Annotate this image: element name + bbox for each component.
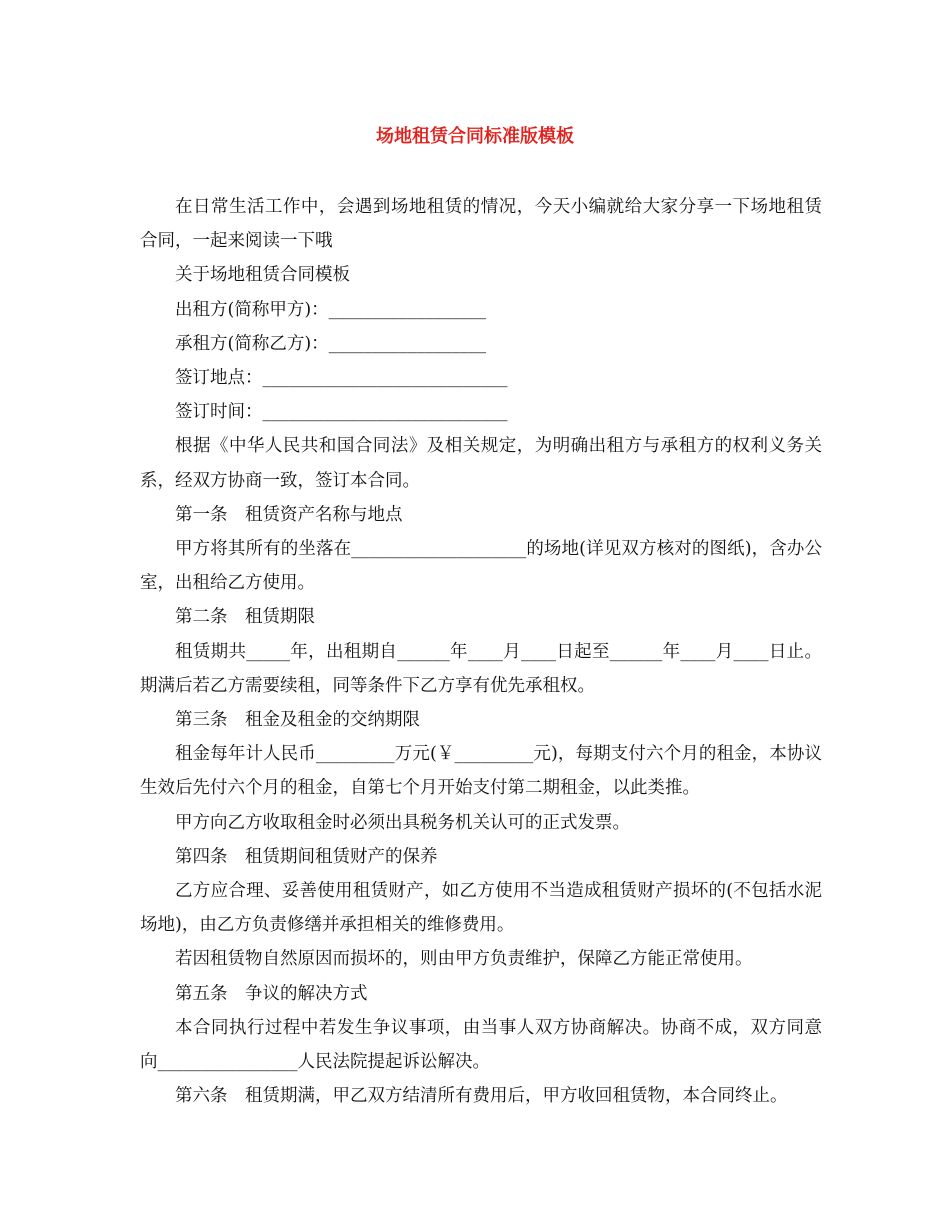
article-2-text: 租赁期共_____年，出租期自______年____月____日起至______年____月____日止。期满后若乙方需要续租，同等条件下乙方享有优先承租权。	[140, 641, 822, 696]
intro-paragraph: 在日常生活工作中，会遇到场地租赁的情况，今天小编就给大家分享一下场地租赁合同，一起来阅读一下哦	[140, 197, 822, 252]
document-title: 场地租赁合同标准版模板	[376, 126, 574, 147]
article-3-invoice-text: 甲方向乙方收取租金时必须出具税务机关认可的正式发票。	[175, 812, 630, 833]
section-heading: 关于场地租赁合同模板	[175, 265, 350, 286]
article-5-text: 本合同执行过程中若发生争议事项，由当事人双方协商解决。协商不成，双方同意向________________人民法院提起诉讼解决。	[140, 1017, 822, 1073]
document-body	[140, 190, 822, 1113]
article-5-heading: 第五条 争议的解决方式	[175, 983, 368, 1004]
preamble-paragraph: 根据《中华人民共和国合同法》及相关规定，为明确出租方与承租方的权利义务关系，经双方协商一致，签订本合同。	[140, 436, 822, 491]
article-3-heading: 第三条 租金及租金的交纳期限	[175, 710, 420, 731]
article-4-heading: 第四条 租赁期间租赁财产的保养	[175, 846, 438, 867]
signing-place-field: 签订地点：____________________________	[175, 368, 508, 389]
article-1-heading: 第一条 租赁资产名称与地点	[175, 504, 403, 525]
lessee-field: 承租方(简称乙方)：__________________	[175, 333, 487, 354]
article-2-heading: 第二条 租赁期限	[175, 607, 315, 628]
article-4-text: 乙方应合理、妥善使用租赁财产，如乙方使用不当造成租赁财产损坏的(不包括水泥场地)，由乙方负责修缮并承担相关的维修费用。	[140, 881, 822, 936]
article-4-maintenance-text: 若因租赁物自然原因而损坏的，则由甲方负责维护，保障乙方能正常使用。	[175, 949, 753, 970]
article-1-text: 甲方将其所有的坐落在____________________的场地(详见双方核对的图纸)，含办公室，出租给乙方使用。	[140, 539, 822, 594]
article-6-text: 第六条 租赁期满，甲乙双方结清所有费用后，甲方收回租赁物，本合同终止。	[175, 1086, 788, 1107]
lessor-field: 出租方(简称甲方)：__________________	[175, 299, 487, 320]
signing-time-field: 签订时间：____________________________	[175, 402, 508, 423]
article-3-text: 租金每年计人民币_________万元(￥_________元)，每期支付六个月的租金，本协议生效后先付六个月的租金，自第七个月开始支付第二期租金，以此类推。	[140, 744, 822, 799]
